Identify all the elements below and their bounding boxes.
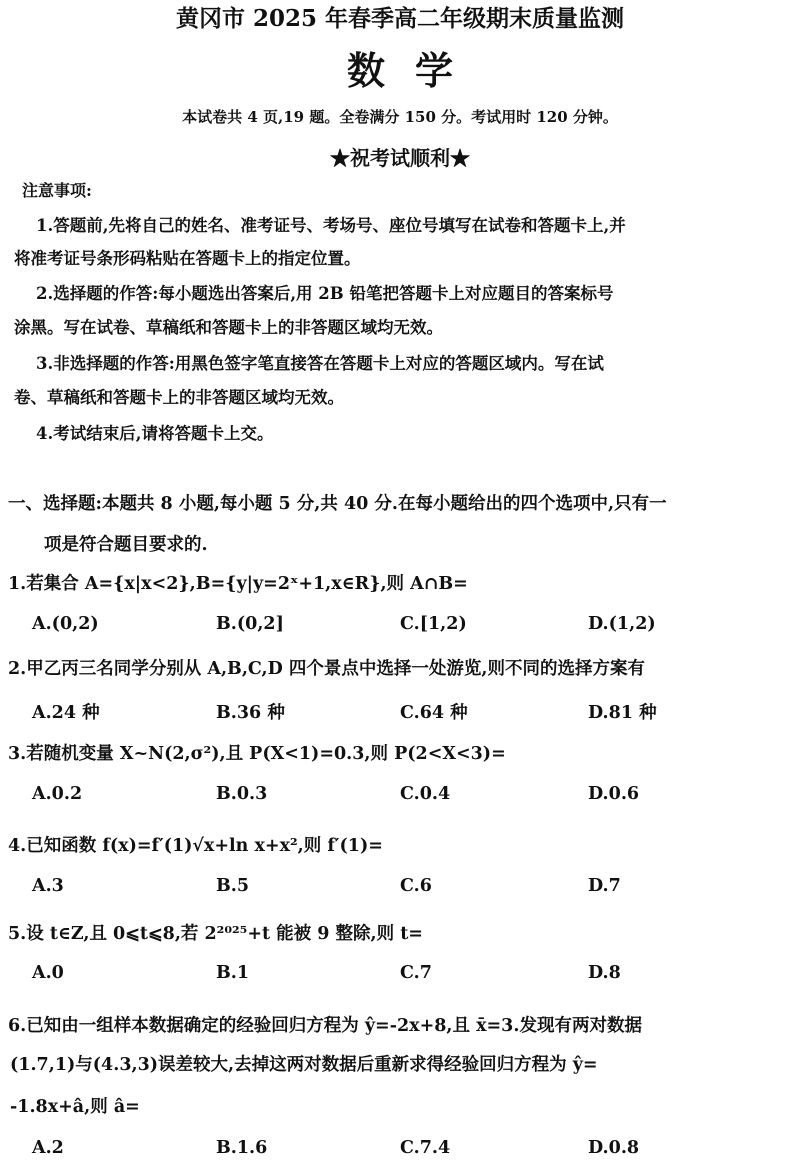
option-b: B.1.6 [216,1138,268,1158]
option-b: B.1 [216,963,250,983]
note-line: 3.非选择题的作答:用黑色签字笔直接答在答题卡上对应的答题区域内。写在试 [36,354,604,373]
option-c: C.64 种 [400,703,468,723]
option-c: C.7 [400,963,432,983]
option-b: B.36 种 [216,703,285,723]
subject-title: 数学 [346,48,483,93]
note-line: 涂黑。写在试卷、草稿纸和答题卡上的非答题区域均无效。 [14,318,443,337]
notes-heading: 注意事项: [22,181,92,200]
question-stem: 4.已知函数 f(x)=f′(1)√x+ln x+x²,则 f′(1)= [8,836,383,856]
question-stem: 2.甲乙丙三名同学分别从 A,B,C,D 四个景点中选择一处游览,则不同的选择方案有 [8,659,645,679]
option-a: A.0.2 [32,784,83,804]
option-d: D.0.8 [588,1138,640,1158]
note-line: 4.考试结束后,请将答题卡上交。 [36,424,274,443]
question-stem-cont: -1.8x+â,则 â= [10,1097,140,1117]
note-line: 将准考证号条形码粘贴在答题卡上的指定位置。 [14,249,361,268]
exam-title: 黄冈市 2025 年春季高二年级期末质量监测 [175,5,625,32]
exam-info: 本试卷共 4 页,19 题。全卷满分 150 分。考试用时 120 分钟。 [182,108,618,126]
question-stem-cont: (1.7,1)与(4.3,3)误差较大,去掉这两对数据后重新求得经验回归方程为 ŷ= [10,1055,598,1075]
note-line: 1.答题前,先将自己的姓名、准考证号、考场号、座位号填写在试卷和答题卡上,并 [36,216,626,235]
option-d: D.0.6 [588,784,640,804]
section-heading: 一、选择题:本题共 8 小题,每小题 5 分,共 40 分.在每小题给出的四个选项中,只有一 [8,494,667,514]
option-a: A.0 [32,963,64,983]
section-heading-cont: 项是符合题目要求的. [44,535,208,555]
good-luck-banner: ★祝考试顺利★ [330,146,470,170]
option-a: A.24 种 [32,703,100,723]
question-stem: 5.设 t∈Z,且 0⩽t⩽8,若 2²⁰²⁵+t 能被 9 整除,则 t= [8,924,423,944]
option-a: A.(0,2) [32,614,99,634]
option-c: C.6 [400,876,432,896]
note-line: 2.选择题的作答:每小题选出答案后,用 2B 铅笔把答题卡上对应题目的答案标号 [36,284,614,303]
option-a: A.2 [32,1138,64,1158]
option-c: C.7.4 [400,1138,451,1158]
option-d: D.8 [588,963,621,983]
note-line: 卷、草稿纸和答题卡上的非答题区域均无效。 [14,388,344,407]
option-d: D.7 [588,876,621,896]
option-c: C.0.4 [400,784,451,804]
option-c: C.[1,2) [400,614,467,634]
question-stem: 1.若集合 A={x|x<2},B={y|y=2ˣ+1,x∈R},则 A∩B= [8,574,468,594]
option-d: D.81 种 [588,703,657,723]
option-a: A.3 [32,876,64,896]
option-b: B.0.3 [216,784,268,804]
option-d: D.(1,2) [588,614,656,634]
option-b: B.(0,2] [216,614,284,634]
question-stem: 3.若随机变量 X~N(2,σ²),且 P(X<1)=0.3,则 P(2<X<3)= [8,744,506,764]
option-b: B.5 [216,876,250,896]
question-stem: 6.已知由一组样本数据确定的经验回归方程为 ŷ=-2x+8,且 x̄=3.发现有两对数据 [8,1016,642,1036]
